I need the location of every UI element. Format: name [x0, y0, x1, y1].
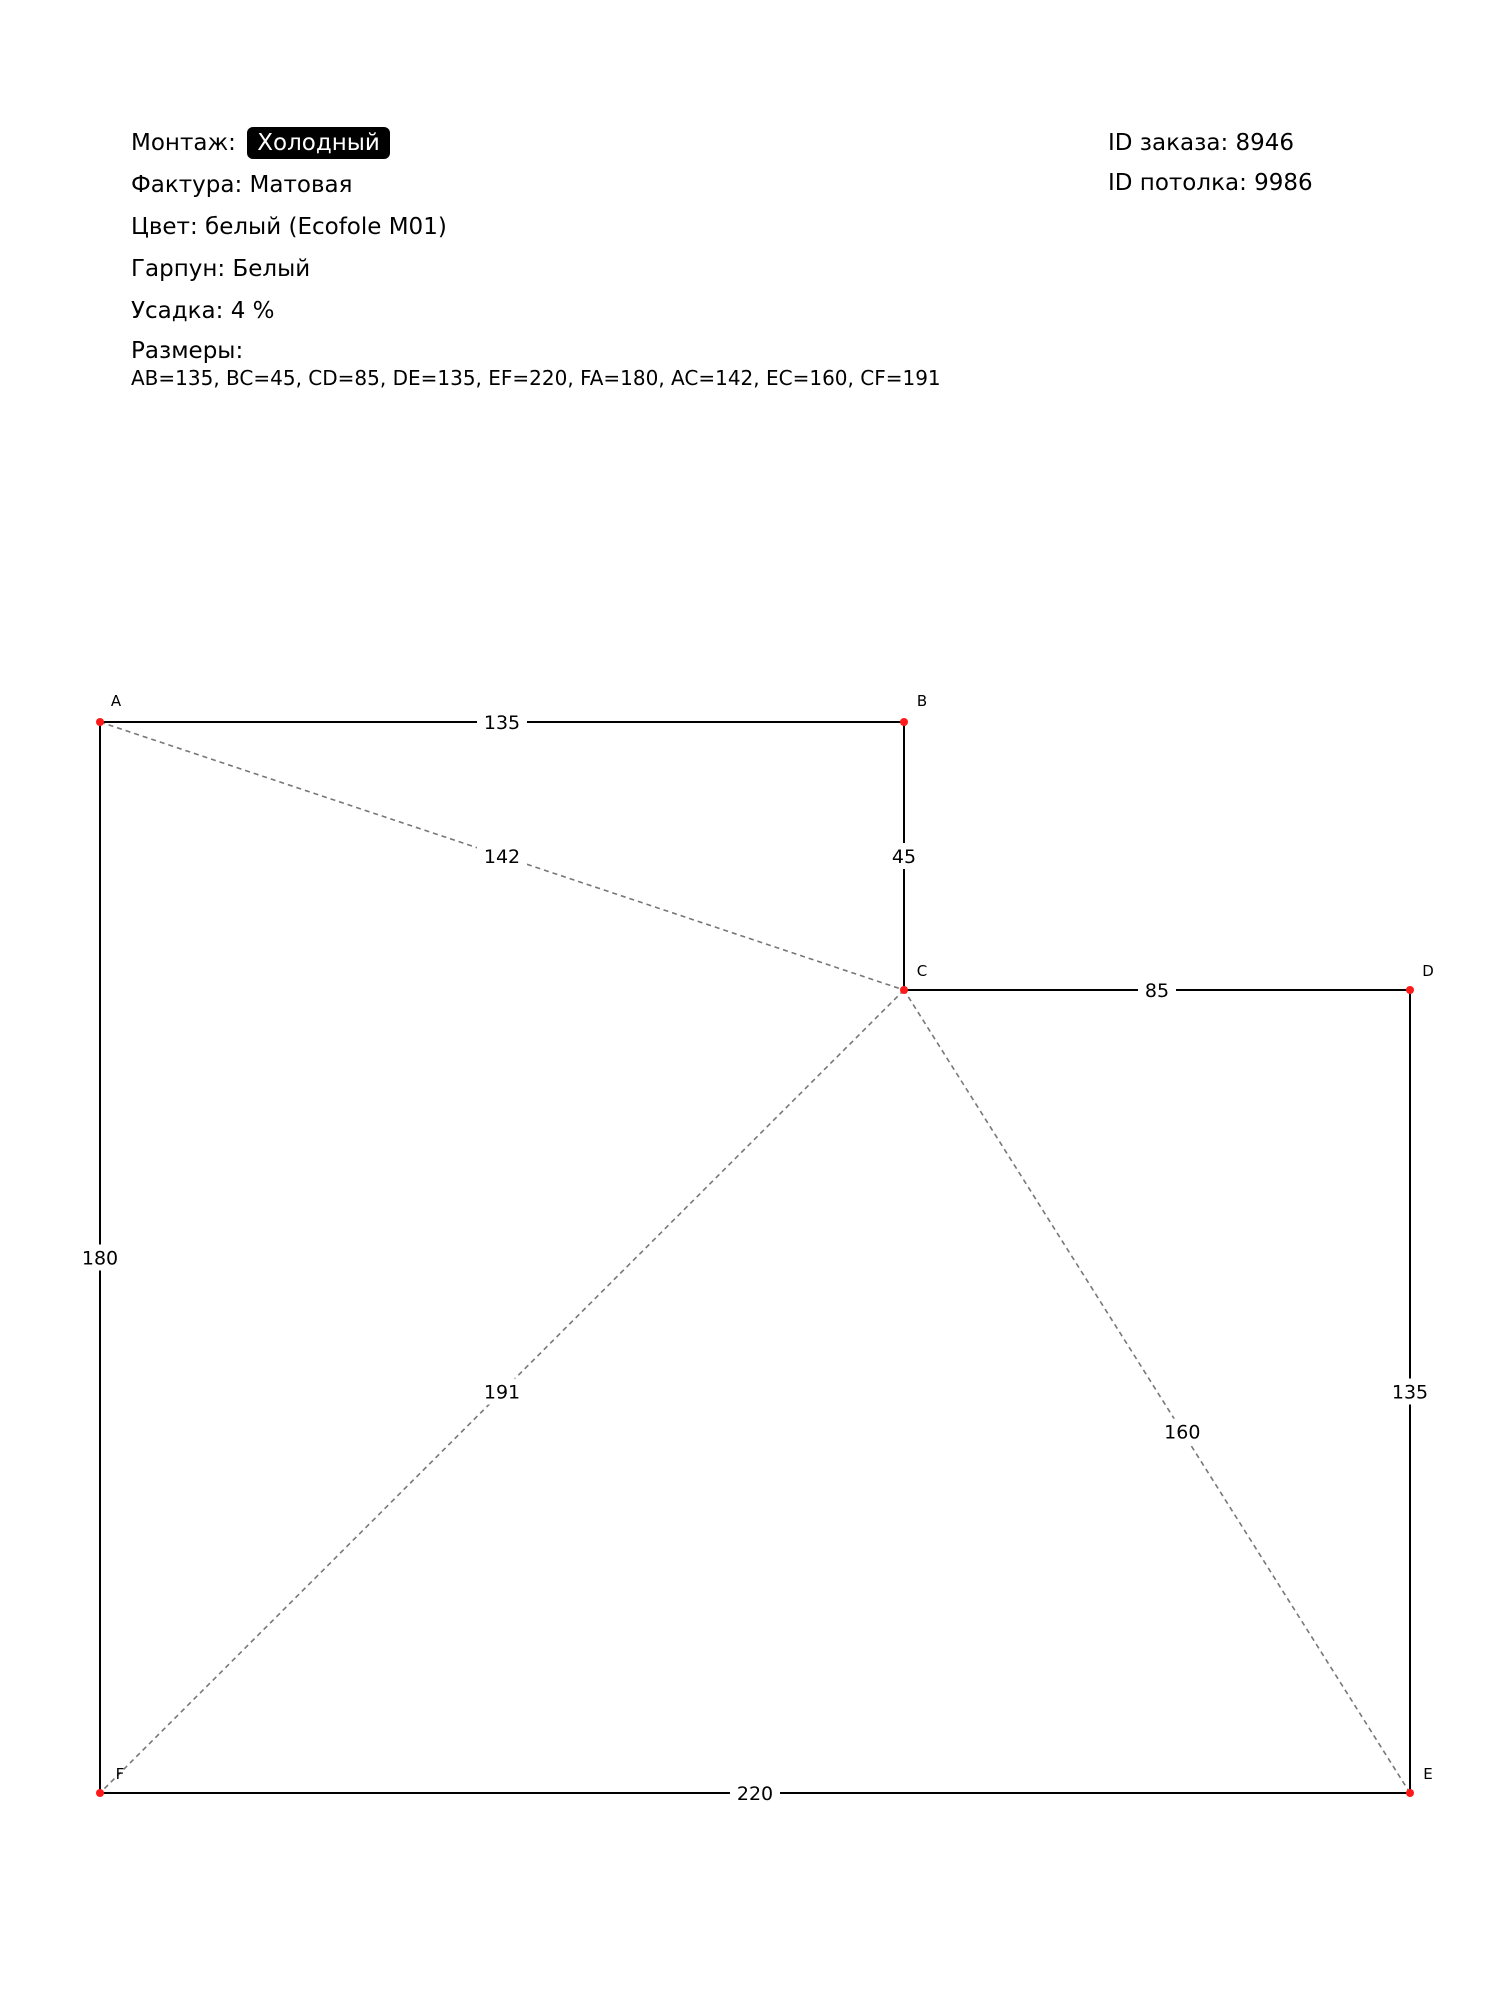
- sizes-title: Размеры:: [131, 338, 244, 364]
- vertex-d-dot: [1406, 986, 1414, 994]
- vertex-e-dot: [1406, 1789, 1414, 1797]
- edge-bc-length-label: 45: [891, 846, 917, 868]
- edge-cd-length-label: 85: [1144, 980, 1170, 1002]
- diagonal-ec-line: [904, 990, 1410, 1793]
- vertex-a-label: A: [110, 692, 122, 710]
- vertex-c-dot: [900, 986, 908, 994]
- vertex-e-label: E: [1423, 1765, 1433, 1783]
- vertex-a-dot: [96, 718, 104, 726]
- edge-ef-length-label: 220: [736, 1783, 774, 1805]
- texture-line: Фактура: Матовая: [131, 172, 353, 198]
- vertex-f-dot: [96, 1789, 104, 1797]
- edge-fa-length-label: 180: [81, 1247, 119, 1270]
- order-id: ID заказа: 8946: [1108, 130, 1295, 156]
- vertex-b-dot: [900, 718, 908, 726]
- sizes-list: AB=135, BC=45, CD=85, DE=135, EF=220, FA=180, AC=142, EC=160, CF=191: [131, 366, 941, 390]
- shrink-line: Усадка: 4 %: [131, 298, 275, 324]
- color-line: Цвет: белый (Ecofole M01): [131, 214, 447, 240]
- edge-de-length-label: 135: [1391, 1381, 1429, 1404]
- vertex-d-label: D: [1422, 962, 1434, 980]
- edge-ab-length-label: 135: [483, 712, 521, 734]
- mount-type-badge: Холодный: [247, 127, 390, 159]
- diagonal-cf-length-label: 191: [483, 1381, 521, 1404]
- diagonal-ec-length-label: 160: [1164, 1421, 1201, 1444]
- harpoon-line: Гарпун: Белый: [131, 256, 311, 282]
- vertex-b-label: B: [916, 692, 928, 710]
- mount-label: Монтаж:: [131, 130, 236, 156]
- diagonal-ac-length-label: 142: [483, 846, 521, 868]
- vertex-c-label: C: [916, 962, 928, 980]
- ceiling-id: ID потолка: 9986: [1108, 170, 1313, 196]
- vertex-f-label: F: [115, 1765, 125, 1783]
